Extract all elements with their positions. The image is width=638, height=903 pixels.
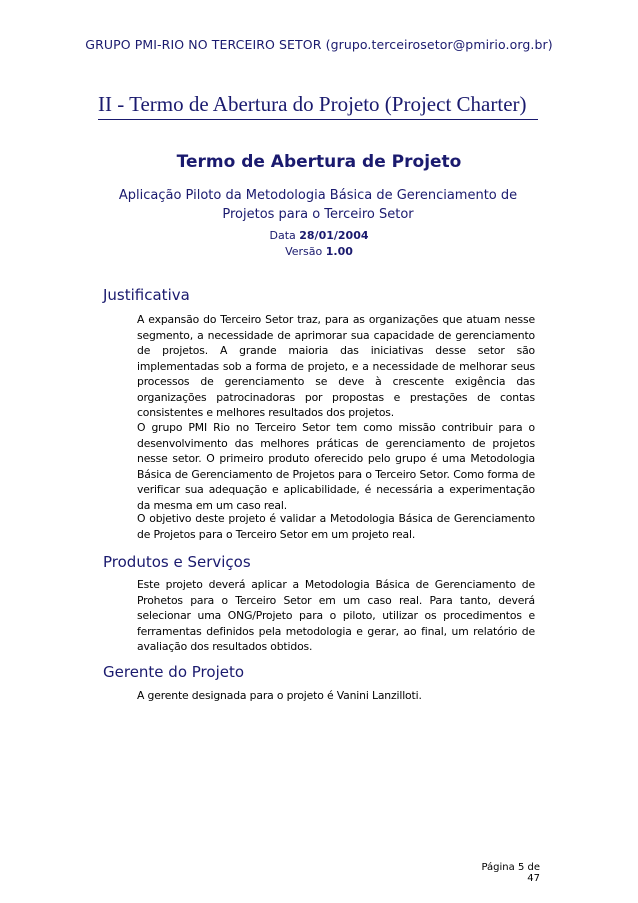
page-header: GRUPO PMI-RIO NO TERCEIRO SETOR (grupo.terceirosetor@pmirio.org.br) bbox=[85, 37, 553, 52]
paragraph-gerente-1: A gerente designada para o projeto é Vanini Lanzilloti. bbox=[137, 689, 422, 702]
document-subtitle: Aplicação Piloto da Metodologia Básica de Gerenciamento de Projetos para o Terceiro Setor bbox=[118, 188, 518, 222]
section-title-justificativa: Justificativa bbox=[103, 286, 190, 304]
version-label: Versão bbox=[285, 245, 323, 258]
paragraph-justificativa-3: O objetivo deste projeto é validar a Metodologia Básica de Gerenciamento de Projetos para o Terceiro Setor em um projeto real. bbox=[137, 512, 535, 541]
page-number: Página 5 de 47 bbox=[481, 862, 540, 884]
chapter-title: II - Termo de Abertura do Projeto (Project Charter) bbox=[98, 92, 527, 116]
section-title-produtos: Produtos e Serviços bbox=[103, 553, 251, 571]
date-value: 28/01/2004 bbox=[299, 229, 369, 242]
document-title: Termo de Abertura de Projeto bbox=[176, 152, 462, 172]
date-label: Data bbox=[269, 229, 296, 242]
paragraph-produtos-1: Este projeto deverá aplicar a Metodologia Básica de Gerenciamento de Prohetos para o Terceiro Setor em um caso real. Para tanto, deverá selecionar uma ONG/Projeto para o piloto, utilizar os procedimentos e ferramentas definidos pela metodologia e gerar, ao final, um relatório de avaliação dos resultados obtidos. bbox=[137, 578, 535, 653]
version-value: 1.00 bbox=[325, 245, 353, 258]
paragraph-justificativa-1: A expansão do Terceiro Setor traz, para as organizações que atuam nesse segmento, a necessidade de aprimorar sua capacidade de gerenciamento de projetos. A grande maioria das iniciativas desse setor são implementadas sob a forma de projeto, e a necessidade de melhorar seus processos de gerenciamento se deve à crescente exigência das organizações patrocinadoras por propostas e prestações de contas consistentes e melhores resultados dos projetos. bbox=[137, 313, 535, 419]
document-date bbox=[0, 229, 638, 242]
paragraph-justificativa-2: O grupo PMI Rio no Terceiro Setor tem como missão contribuir para o desenvolvimento das melhores práticas de gerenciamento de projetos nesse setor. O primeiro produto oferecido pelo grupo é uma Metodologia Básica de Gerenciamento de Projetos para o Terceiro Setor. Como forma de verificar sua adequação e aplicabilidade, é necessária a experimentação da mesma em um caso real. bbox=[137, 421, 535, 512]
chapter-title-underline bbox=[98, 119, 538, 120]
document-version bbox=[0, 245, 638, 258]
section-title-gerente: Gerente do Projeto bbox=[103, 663, 245, 681]
